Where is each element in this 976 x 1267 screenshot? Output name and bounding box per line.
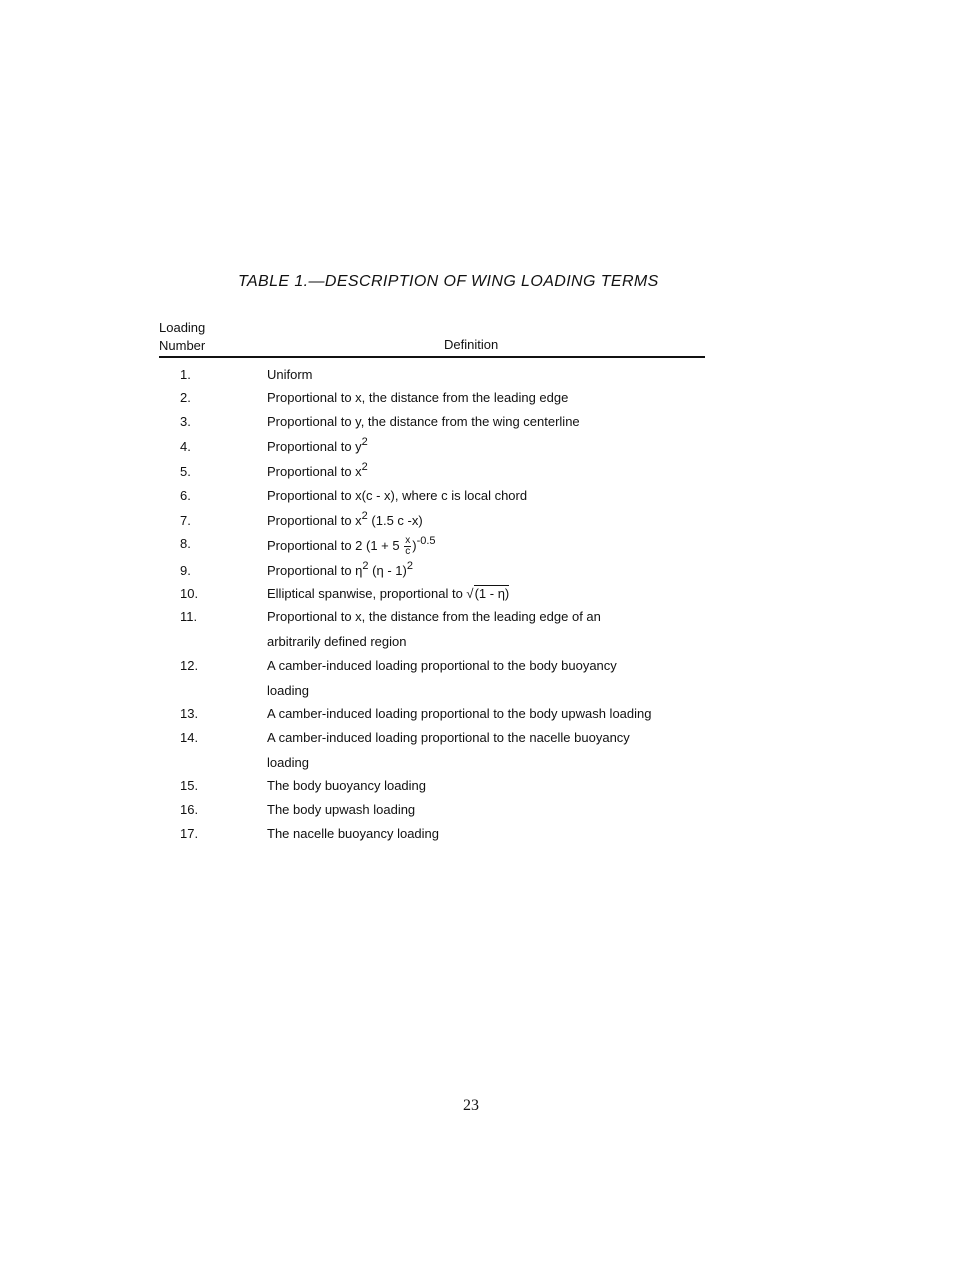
row-number: 14. <box>180 730 199 745</box>
radicand: (1 - η) <box>474 586 510 601</box>
row-definition: Uniform <box>267 367 313 382</box>
row-number: 6. <box>180 488 191 503</box>
definition-text: Elliptical spanwise, proportional to √ <box>267 586 474 601</box>
fraction-denominator: c <box>405 546 411 557</box>
column-header-loading-number <box>159 319 205 355</box>
definition-text: Proportional to 2 (1 + 5 <box>267 537 404 553</box>
row-definition <box>267 536 436 557</box>
row-number: 7. <box>180 513 191 528</box>
table-title: TABLE 1.—DESCRIPTION OF WING LOADING TERMS <box>238 273 659 290</box>
definition-text: Proportional to x <box>267 513 362 528</box>
exponent: 2 <box>362 560 369 572</box>
row-definition <box>267 436 368 454</box>
row-definition <box>267 510 423 528</box>
definition-text: (1.5 c -x) <box>367 513 423 528</box>
column-header-number-label: Number <box>159 338 206 353</box>
row-definition: A camber-induced loading proportional to the body buoyancy <box>267 658 617 673</box>
row-definition: Proportional to x(c - x), where c is local chord <box>267 488 528 503</box>
row-number: 13. <box>180 706 199 721</box>
row-number: 1. <box>180 367 191 382</box>
row-definition: Proportional to x, the distance from the leading edge of an <box>267 609 601 624</box>
row-definition: Proportional to y, the distance from the wing centerline <box>267 414 580 429</box>
row-number: 9. <box>180 563 191 578</box>
row-number: 16. <box>180 802 199 817</box>
row-definition: The body buoyancy loading <box>267 778 427 793</box>
row-definition-continuation: loading <box>267 755 309 770</box>
row-definition <box>267 560 413 578</box>
row-number: 17. <box>180 826 199 841</box>
row-number: 4. <box>180 439 191 454</box>
row-definition: The nacelle buoyancy loading <box>267 826 440 841</box>
page-number: 23 <box>463 1097 479 1114</box>
column-header-definition: Definition <box>444 337 499 352</box>
column-header-loading-label: Loading <box>159 320 206 335</box>
exponent: 2 <box>406 560 413 572</box>
exponent: 2 <box>361 436 368 448</box>
row-definition: A camber-induced loading proportional to the nacelle buoyancy <box>267 730 630 745</box>
definition-text: Proportional to y <box>267 439 362 454</box>
row-definition <box>267 586 509 601</box>
row-number: 12. <box>180 658 199 673</box>
definition-text: Proportional to x <box>267 464 362 479</box>
fraction-numerator: x <box>405 535 411 546</box>
definition-text: ) <box>412 537 417 553</box>
definition-text: Proportional to η <box>267 563 363 578</box>
row-number: 11. <box>180 609 198 624</box>
row-number: 3. <box>180 414 191 429</box>
row-number: 10. <box>180 586 199 601</box>
exponent: 2 <box>361 510 368 522</box>
row-definition <box>267 461 368 479</box>
row-number: 5. <box>180 464 191 479</box>
header-rule <box>159 356 705 358</box>
row-definition-continuation: arbitrarily defined region <box>267 634 407 649</box>
definition-text: (η - 1) <box>368 563 407 578</box>
row-number: 15. <box>180 778 199 793</box>
row-number: 8. <box>180 536 191 551</box>
exponent: -0.5 <box>416 534 436 547</box>
row-number: 2. <box>180 390 191 405</box>
row-definition: A camber-induced loading proportional to the body upwash loading <box>267 706 652 721</box>
row-definition: The body upwash loading <box>267 802 416 817</box>
row-definition: Proportional to x, the distance from the leading edge <box>267 390 569 405</box>
exponent: 2 <box>361 461 368 473</box>
row-definition-continuation: loading <box>267 683 309 698</box>
fraction <box>404 536 411 557</box>
